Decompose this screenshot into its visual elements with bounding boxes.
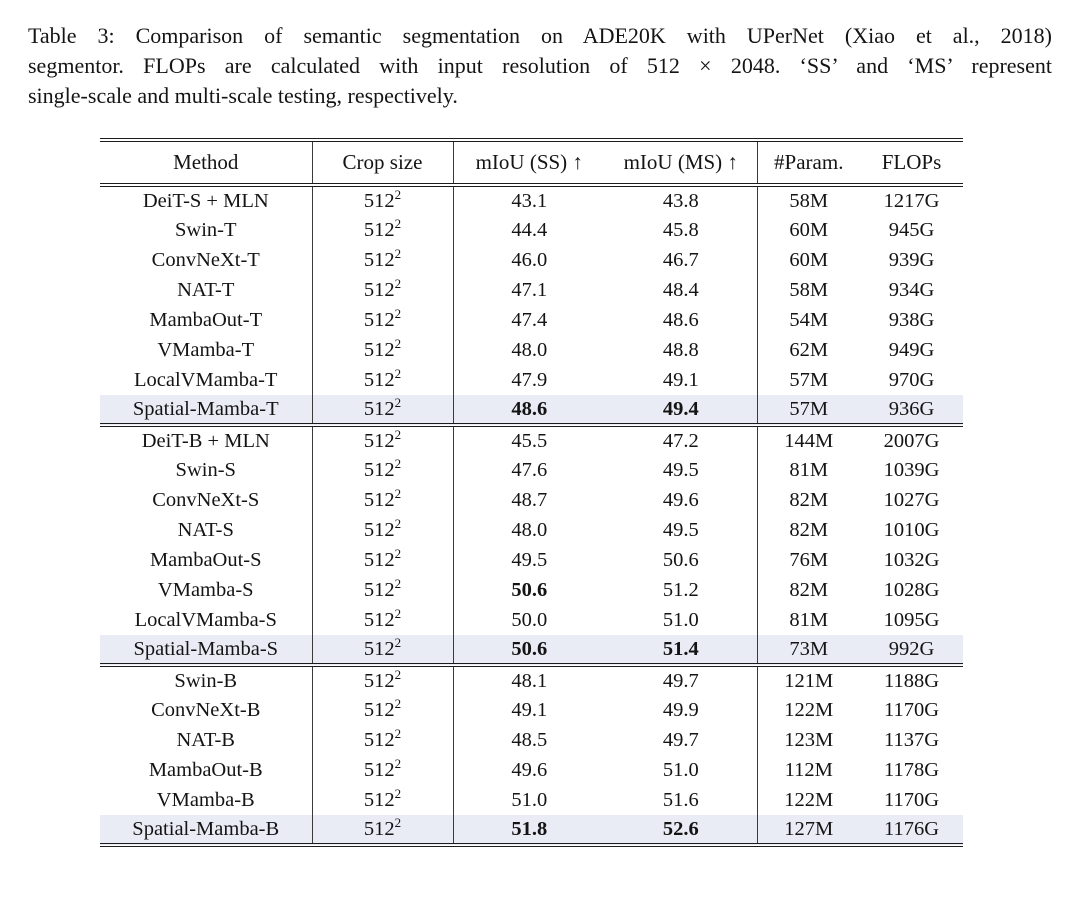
crop-size-cell: $512^2$ — [312, 635, 453, 665]
method-cell: LocalVMamba-T — [100, 365, 312, 395]
flops-cell: 1217G — [883, 189, 940, 212]
miou-ss-cell: 48.6 — [453, 395, 605, 425]
flops-cell: 945G — [888, 218, 935, 241]
miou-ss-cell: 47.9 — [511, 368, 548, 391]
paper-page — [0, 21, 1080, 847]
miou-ms-cell: 48.4 — [605, 275, 757, 305]
params-cell: 58M — [789, 189, 829, 212]
header-row — [100, 140, 963, 185]
params-cell: 62M — [789, 338, 829, 361]
miou-ms-cell: 43.8 — [605, 185, 757, 215]
params-cell: 54M — [789, 308, 829, 331]
flops-cell: 939G — [888, 248, 935, 271]
miou-ss-cell: 51.8 — [453, 815, 605, 845]
params-cell: 144M — [784, 429, 834, 452]
miou-ms-cell: 49.1 — [605, 365, 757, 395]
miou-ms-cell: 45.8 — [605, 215, 757, 245]
method-cell: VMamba-T — [100, 335, 312, 365]
miou-ms-cell: 49.5 — [605, 455, 757, 485]
caption-line-3: single-scale and multi-scale testing, respectively. — [28, 83, 458, 108]
table-row — [100, 245, 963, 275]
miou-ms-cell: 49.6 — [605, 485, 757, 515]
caption-line-2: segmentor. FLOPs are calculated with input resolution of 512 × 2048. ‘SS’ and ‘MS’ represent — [28, 53, 1052, 78]
method-cell: Spatial-Mamba-T — [100, 395, 312, 425]
crop-size-cell: $512^2$ — [312, 665, 453, 695]
flops-cell: 934G — [888, 278, 935, 301]
table-row — [100, 785, 963, 815]
params-cell: 57M — [789, 368, 829, 391]
miou-ms-cell: 51.0 — [605, 605, 757, 635]
method-cell: Swin-B — [100, 665, 312, 695]
miou-ms-cell: 51.4 — [605, 635, 757, 665]
miou-ss-cell: 50.6 — [511, 578, 548, 601]
table-row — [100, 695, 963, 725]
miou-ms-cell: 49.5 — [605, 515, 757, 545]
table-row — [100, 365, 963, 395]
params-cell: 82M — [789, 578, 829, 601]
crop-size-cell: $512^2$ — [312, 395, 453, 425]
params-cell: 73M — [757, 635, 860, 665]
params-cell: 82M — [789, 518, 829, 541]
params-cell: 81M — [789, 608, 829, 631]
flops-cell: 949G — [888, 338, 935, 361]
flops-cell: 992G — [860, 635, 963, 665]
method-cell: ConvNeXt-T — [100, 245, 312, 275]
method-cell: VMamba-S — [100, 575, 312, 605]
table-row — [100, 635, 963, 665]
flops-cell: 1178G — [883, 758, 940, 781]
miou-ms-cell: 49.7 — [605, 725, 757, 755]
method-cell: DeiT-S + MLN — [100, 185, 312, 215]
flops-cell: 1032G — [883, 548, 940, 571]
params-cell: 122M — [784, 788, 834, 811]
table-caption — [28, 21, 1052, 111]
miou-ss-cell: 48.5 — [511, 728, 548, 751]
method-cell: VMamba-B — [100, 785, 312, 815]
crop-size-cell: $512^2$ — [312, 725, 453, 755]
flops-cell: 1170G — [883, 788, 940, 811]
miou-ms-cell: 51.2 — [605, 575, 757, 605]
method-cell: MambaOut-T — [100, 305, 312, 335]
crop-size-cell: $512^2$ — [312, 365, 453, 395]
method-cell: Swin-S — [100, 455, 312, 485]
table-row — [100, 575, 963, 605]
miou-ss-cell: 48.1 — [511, 669, 548, 692]
miou-ms-cell: 47.2 — [605, 425, 757, 455]
miou-ss-cell: 50.0 — [511, 608, 548, 631]
miou-ss-cell: 47.4 — [511, 308, 548, 331]
params-cell: 112M — [784, 758, 833, 781]
flops-cell: 936G — [860, 395, 963, 425]
crop-size-cell: $512^2$ — [312, 455, 453, 485]
miou-ss-cell: 49.6 — [511, 758, 548, 781]
results-table — [100, 138, 963, 847]
col-header-miou-ms: mIoU (MS) ↑ — [605, 140, 757, 185]
miou-ss-cell: 48.7 — [511, 488, 548, 511]
miou-ms-cell: 52.6 — [605, 815, 757, 845]
crop-size-cell: $512^2$ — [312, 695, 453, 725]
params-cell: 57M — [757, 395, 860, 425]
miou-ms-cell: 48.6 — [605, 305, 757, 335]
table-row — [100, 275, 963, 305]
method-cell: ConvNeXt-B — [100, 695, 312, 725]
params-cell: 122M — [784, 698, 834, 721]
col-header-method: Method — [100, 140, 312, 185]
table-group-1 — [100, 185, 963, 425]
params-cell: 127M — [757, 815, 860, 845]
params-cell: 121M — [784, 669, 834, 692]
crop-size-cell: $512^2$ — [312, 755, 453, 785]
method-cell: NAT-T — [100, 275, 312, 305]
table-row — [100, 395, 963, 425]
params-cell: 81M — [789, 458, 829, 481]
miou-ms-cell: 50.6 — [605, 545, 757, 575]
flops-cell: 1170G — [883, 698, 940, 721]
crop-size-cell: $512^2$ — [312, 275, 453, 305]
table-row — [100, 305, 963, 335]
flops-cell: 1188G — [883, 669, 940, 692]
miou-ms-cell: 49.7 — [605, 665, 757, 695]
crop-size-cell: $512^2$ — [312, 335, 453, 365]
table-row — [100, 545, 963, 575]
table-row — [100, 425, 963, 455]
method-cell: MambaOut-S — [100, 545, 312, 575]
params-cell: 82M — [789, 488, 829, 511]
flops-cell: 1095G — [883, 608, 940, 631]
crop-size-cell: $512^2$ — [312, 425, 453, 455]
miou-ss-cell: 48.0 — [511, 338, 548, 361]
table-row — [100, 665, 963, 695]
miou-ms-cell: 48.8 — [605, 335, 757, 365]
miou-ms-cell: 51.6 — [605, 785, 757, 815]
method-cell: NAT-S — [100, 515, 312, 545]
params-cell: 60M — [789, 248, 829, 271]
crop-size-cell: $512^2$ — [312, 545, 453, 575]
method-cell: MambaOut-B — [100, 755, 312, 785]
flops-cell: 938G — [888, 308, 935, 331]
miou-ms-cell: 51.0 — [605, 755, 757, 785]
miou-ss-cell: 44.4 — [511, 218, 548, 241]
flops-cell: 970G — [888, 368, 935, 391]
method-cell: Spatial-Mamba-S — [100, 635, 312, 665]
col-header-crop-size: Crop size — [312, 140, 453, 185]
method-cell: Swin-T — [100, 215, 312, 245]
table-row — [100, 725, 963, 755]
table-row — [100, 515, 963, 545]
crop-size-cell: $512^2$ — [312, 245, 453, 275]
miou-ss-cell: 43.1 — [511, 189, 548, 212]
miou-ss-cell: 49.1 — [511, 698, 548, 721]
miou-ms-cell: 49.9 — [605, 695, 757, 725]
table-row — [100, 185, 963, 215]
miou-ms-cell: 49.4 — [605, 395, 757, 425]
table-group-2 — [100, 425, 963, 665]
caption-line-1: Table 3: Comparison of semantic segmentation on ADE20K with UPerNet (Xiao et al., 2018) — [28, 23, 1052, 48]
miou-ss-cell: 49.5 — [511, 548, 548, 571]
method-cell: DeiT-B + MLN — [100, 425, 312, 455]
flops-cell: 1137G — [883, 728, 940, 751]
miou-ss-cell: 47.1 — [511, 278, 548, 301]
table-group-3 — [100, 665, 963, 845]
method-cell: LocalVMamba-S — [100, 605, 312, 635]
flops-cell: 1028G — [883, 578, 940, 601]
col-header-flops: FLOPs — [860, 140, 963, 185]
crop-size-cell: $512^2$ — [312, 305, 453, 335]
method-cell: NAT-B — [100, 725, 312, 755]
crop-size-cell: $512^2$ — [312, 515, 453, 545]
table-row — [100, 335, 963, 365]
flops-cell: 1176G — [860, 815, 963, 845]
col-header-params: #Param. — [757, 140, 860, 185]
method-cell: ConvNeXt-S — [100, 485, 312, 515]
flops-cell: 1027G — [883, 488, 940, 511]
miou-ss-cell: 48.0 — [511, 518, 548, 541]
flops-cell: 1039G — [883, 458, 940, 481]
table-row — [100, 755, 963, 785]
crop-size-cell: $512^2$ — [312, 785, 453, 815]
table-row — [100, 815, 963, 845]
table-row — [100, 455, 963, 485]
miou-ss-cell: 45.5 — [511, 429, 548, 452]
crop-size-cell: $512^2$ — [312, 215, 453, 245]
miou-ss-cell: 50.6 — [453, 635, 605, 665]
crop-size-cell: $512^2$ — [312, 185, 453, 215]
params-cell: 60M — [789, 218, 829, 241]
table-row — [100, 485, 963, 515]
miou-ss-cell: 46.0 — [511, 248, 548, 271]
table-header — [100, 140, 963, 185]
miou-ss-cell: 51.0 — [511, 788, 548, 811]
table-row — [100, 215, 963, 245]
flops-cell: 2007G — [883, 429, 940, 452]
crop-size-cell: $512^2$ — [312, 605, 453, 635]
flops-cell: 1010G — [883, 518, 940, 541]
crop-size-cell: $512^2$ — [312, 485, 453, 515]
params-cell: 123M — [784, 728, 834, 751]
method-cell: Spatial-Mamba-B — [100, 815, 312, 845]
params-cell: 58M — [789, 278, 829, 301]
miou-ss-cell: 47.6 — [511, 458, 548, 481]
table-row — [100, 605, 963, 635]
params-cell: 76M — [789, 548, 829, 571]
crop-size-cell: $512^2$ — [312, 575, 453, 605]
col-header-miou-ss: mIoU (SS) ↑ — [453, 140, 605, 185]
crop-size-cell: $512^2$ — [312, 815, 453, 845]
miou-ms-cell: 46.7 — [605, 245, 757, 275]
